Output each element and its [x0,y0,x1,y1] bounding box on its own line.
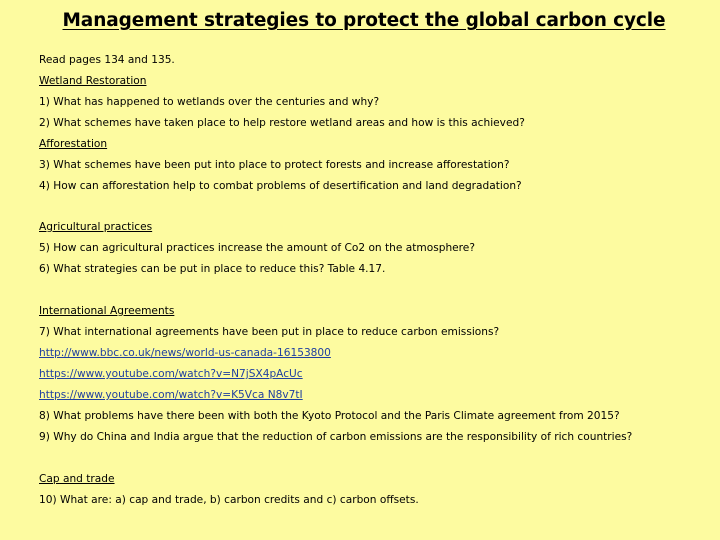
intro-text: Read pages 134 and 135. [39,54,175,66]
question-3: 3) What schemes have been put into place to protect forests and increase afforestation? [39,159,510,171]
question-10: 10) What are: a) cap and trade, b) carbon credits and c) carbon offsets. [39,494,419,506]
question-4: 4) How can afforestation help to combat problems of desertification and land degradation? [39,180,522,192]
youtube-link-2[interactable]: https://www.youtube.com/watch?v=K5Vca N8v7tI [39,389,303,401]
question-1: 1) What has happened to wetlands over the centuries and why? [39,96,380,108]
page-title: Management strategies to protect the global carbon cycle [62,10,666,31]
youtube-link-1[interactable]: https://www.youtube.com/watch?v=N7jSX4pAcUc [39,368,303,380]
heading-wetland-restoration: Wetland Restoration [39,75,147,87]
bbc-news-link[interactable]: http://www.bbc.co.uk/news/world-us-canada-16153800 [39,347,331,359]
question-7: 7) What international agreements have been put in place to reduce carbon emissions? [39,326,500,338]
question-2: 2) What schemes have taken place to help restore wetland areas and how is this achieved? [39,117,525,129]
question-9: 9) Why do China and India argue that the reduction of carbon emissions are the responsibility of rich countries? [39,431,633,443]
heading-international-agreements: International Agreements [39,305,175,317]
heading-afforestation: Afforestation [39,138,108,150]
question-5: 5) How can agricultural practices increase the amount of Co2 on the atmosphere? [39,242,475,254]
heading-cap-and-trade: Cap and trade [39,473,115,485]
question-6: 6) What strategies can be put in place to reduce this? Table 4.17. [39,263,386,275]
heading-agricultural-practices: Agricultural practices [39,221,153,233]
question-8: 8) What problems have there been with both the Kyoto Protocol and the Paris Climate agreement from 2015? [39,410,620,422]
